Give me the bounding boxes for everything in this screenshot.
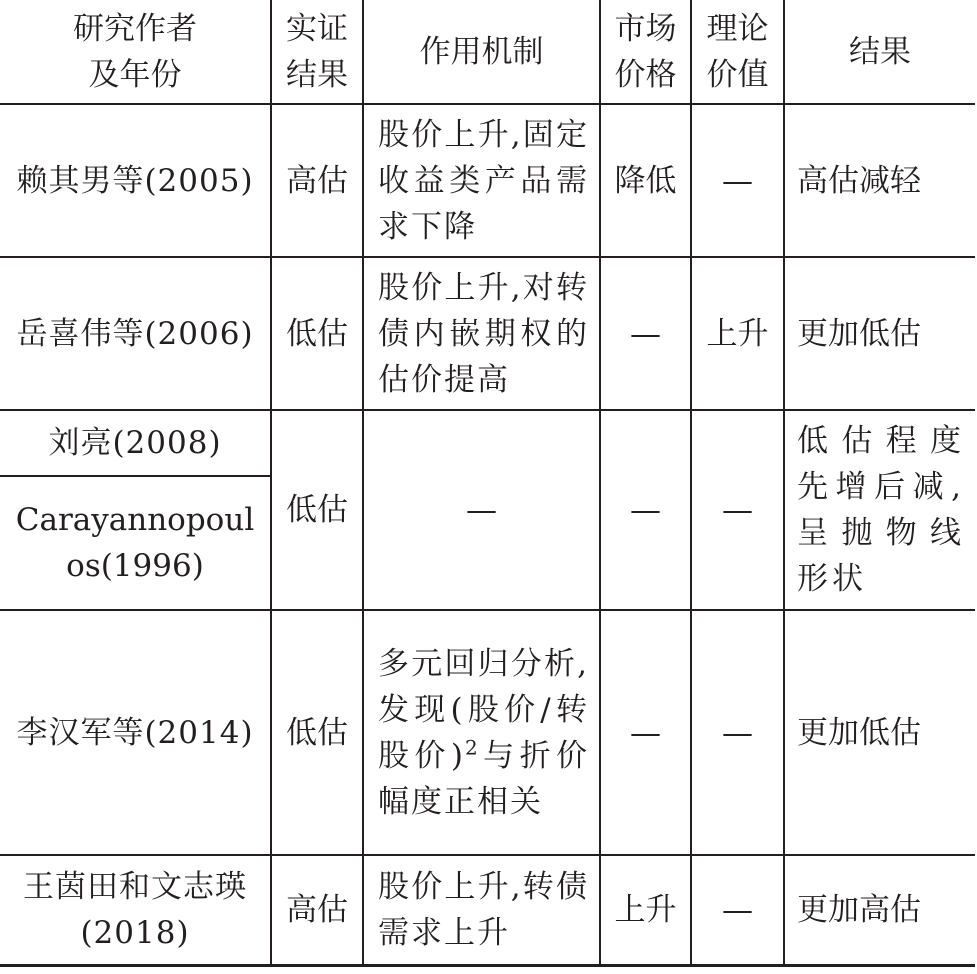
table-row [0, 257, 975, 410]
header-author: 研究作者及年份 [0, 0, 271, 104]
theoretical-value-cell: — [691, 104, 784, 257]
market-price-cell: — [600, 410, 691, 610]
mechanism-cell: 股价上升,固定收益类产品需求下降 [363, 104, 600, 257]
header-mechanism: 作用机制 [363, 0, 600, 104]
empirical-cell: 低估 [271, 410, 363, 610]
author-cell: 赖其男等(2005) [0, 104, 271, 257]
market-price-cell: 降低 [600, 104, 691, 257]
empirical-cell: 高估 [271, 855, 363, 965]
author-cell: 李汉军等(2014) [0, 610, 271, 855]
result-cell: 更加低估 [784, 610, 975, 855]
header-theoretical-value: 理论价值 [691, 0, 784, 104]
empirical-cell: 高估 [271, 104, 363, 257]
author-cell: 王茵田和文志瑛(2018) [0, 855, 271, 965]
mechanism-cell: 股价上升,转债需求上升 [363, 855, 600, 965]
result-cell: 低估程度先增后减,呈抛物线形状 [784, 410, 975, 610]
mechanism-cell: 股价上升,对转债内嵌期权的估价提高 [363, 257, 600, 410]
empirical-cell: 低估 [271, 257, 363, 410]
result-cell: 更加低估 [784, 257, 975, 410]
header-result: 结果 [784, 0, 975, 104]
result-cell: 更加高估 [784, 855, 975, 965]
mechanism-cell: 多元回归分析,发现(股价/转股价)$^2$与折价幅度正相关 [363, 610, 600, 855]
author-cell: 岳喜伟等(2006) [0, 257, 271, 410]
theoretical-value-cell: — [691, 410, 784, 610]
header-market-price: 市场价格 [600, 0, 691, 104]
table-row [0, 104, 975, 257]
table-row [0, 410, 975, 476]
theoretical-value-cell: — [691, 610, 784, 855]
result-cell: 高估减轻 [784, 104, 975, 257]
theoretical-value-cell: 上升 [691, 257, 784, 410]
empirical-cell: 低估 [271, 610, 363, 855]
market-price-cell: — [600, 257, 691, 410]
author-cell: 刘亮(2008) [0, 410, 271, 476]
market-price-cell: — [600, 610, 691, 855]
market-price-cell: 上升 [600, 855, 691, 965]
header-empirical: 实证结果 [271, 0, 363, 104]
theoretical-value-cell: — [691, 855, 784, 965]
mechanism-cell: — [363, 410, 600, 610]
header-row [0, 0, 975, 104]
table-row [0, 855, 975, 965]
table-row [0, 610, 975, 855]
author-cell: Carayannopoulos(1996) [0, 476, 271, 610]
